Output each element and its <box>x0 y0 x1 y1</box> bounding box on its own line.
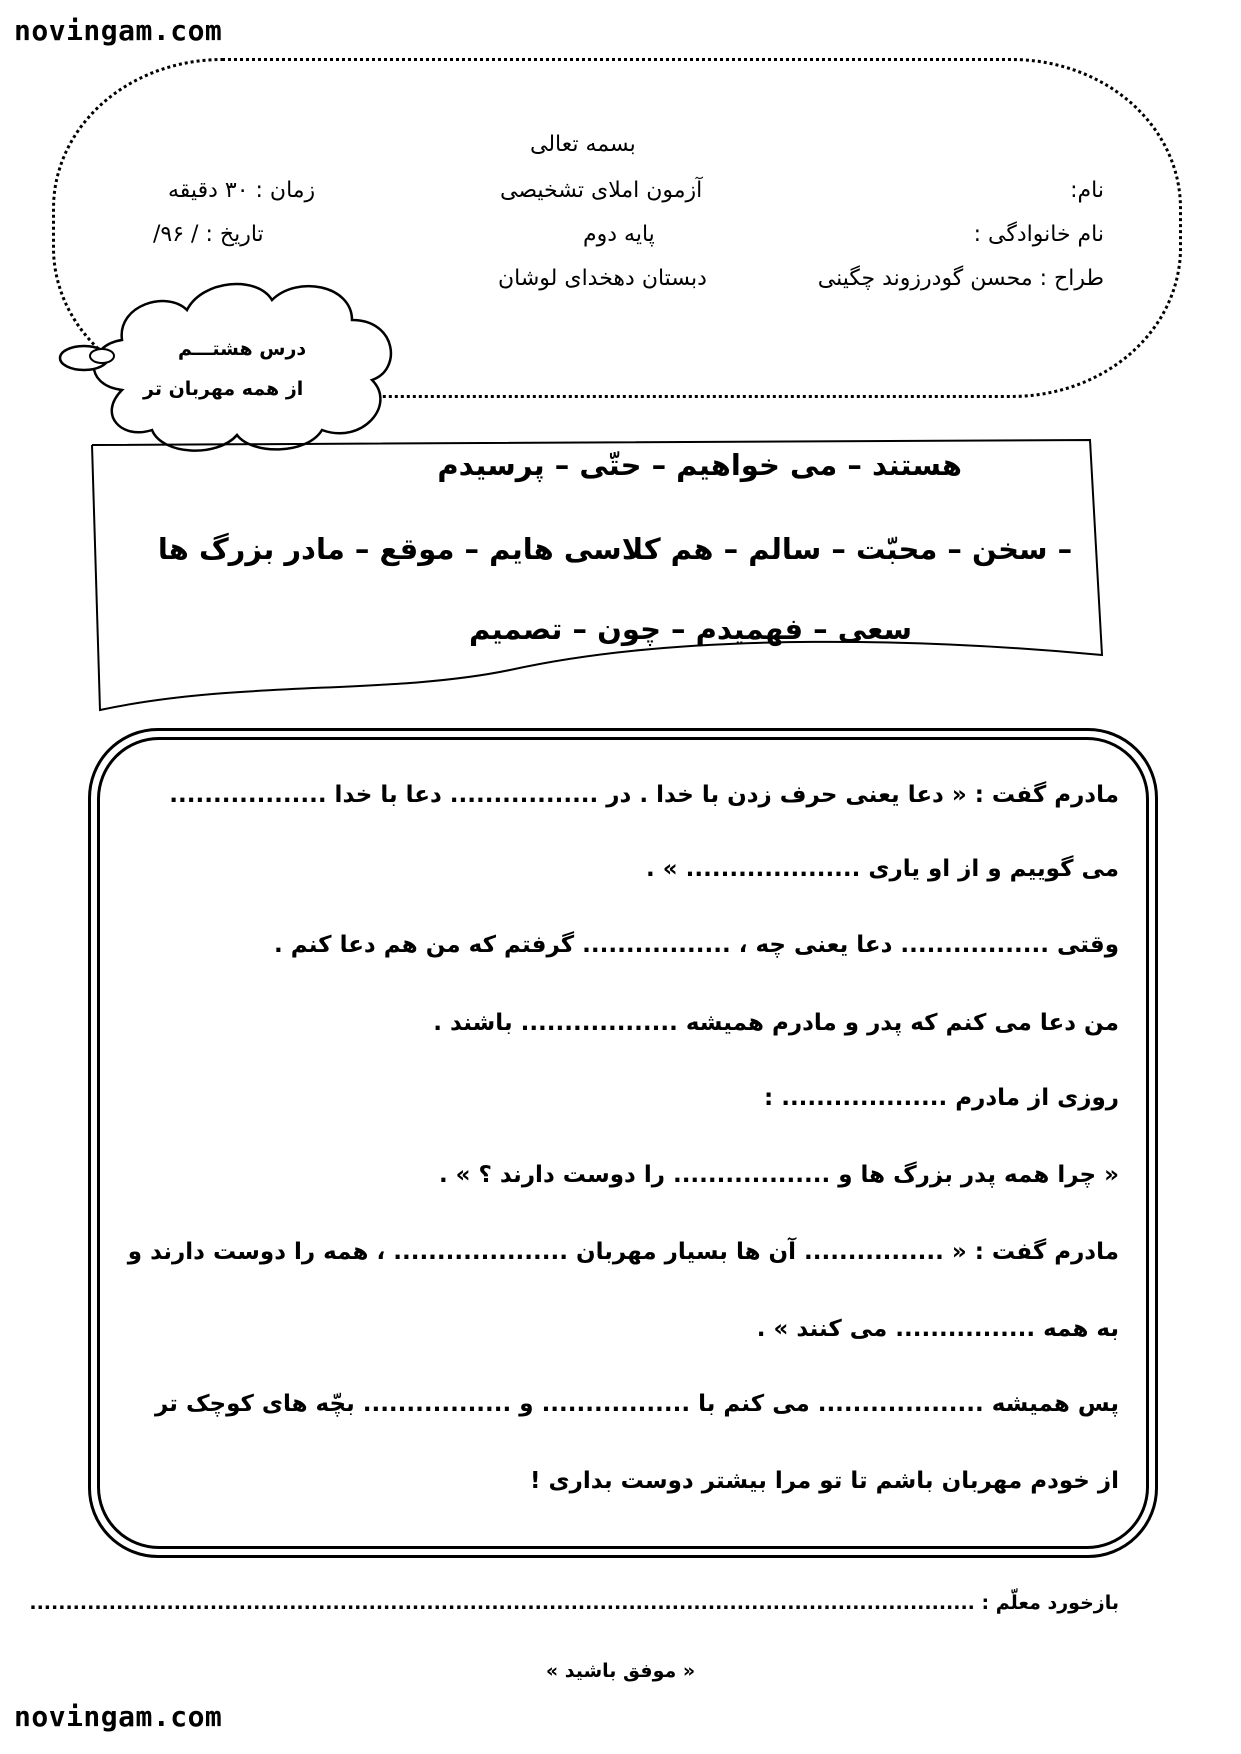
dictation-line: پس همیشه ................... می کنم با ................. و ................. بچّه های کوچک تر <box>155 1391 1119 1417</box>
exam-designer: طراح : محسن گودرزوند چگینی <box>817 266 1104 291</box>
lesson-number: درس هشتـــم <box>178 338 307 360</box>
dictation-line: مادرم گفت : « ................ آن ها بسیار مهربان .................... ، همه را دوست دارند و <box>127 1239 1119 1265</box>
words-line: – سخن – محبّت – سالم – هم کلاسی هایم – موقع – مادر بزرگ ها <box>157 532 1073 566</box>
watermark-bottom: novingam.com <box>14 1700 223 1733</box>
dictation-line: « چرا همه پدر بزرگ ها و .................. را دوست دارند ؟ » . <box>438 1162 1119 1188</box>
watermark-top: novingam.com <box>14 14 223 47</box>
dictation-line: از خودم مهربان باشم تا تو مرا بیشتر دوست بداری ! <box>530 1468 1119 1494</box>
dictation-line: می گوییم و از او یاری .................... » . <box>646 856 1119 882</box>
dictation-line: روزی از مادرم ................... : <box>764 1085 1119 1111</box>
words-line: هستند – می خواهیم – حتّی – پرسیدم <box>437 448 962 482</box>
school-name: دبستان دهخدای لوشان <box>498 266 707 291</box>
exam-date-field: تاریخ : / ۹۶/ <box>153 222 264 247</box>
exam-title: آزمون املای تشخیصی <box>500 178 703 203</box>
farewell-message: « موفق باشید » <box>545 1660 696 1682</box>
lesson-title: از همه مهربان تر <box>143 378 304 400</box>
dictation-line: به همه ................ می کنند » . <box>756 1316 1119 1342</box>
dictation-line: من دعا می کنم که پدر و مادرم همیشه .................. باشند . <box>433 1010 1119 1036</box>
family-name-field: نام خانوادگی : <box>973 222 1104 247</box>
student-name-field: نام: <box>1070 178 1104 203</box>
exam-duration: زمان : ۳۰ دقیقه <box>168 178 316 203</box>
words-line: سعی – فهمیدم – چون – تصمیم <box>468 612 912 646</box>
dictation-line: مادرم گفت : « دعا یعنی حرف زدن با خدا . در ................. دعا با خدا .................. <box>169 782 1119 808</box>
bismillah: بسمه تعالی <box>530 132 636 157</box>
grade-level: پایه دوم <box>583 222 655 247</box>
dictation-line: وقتی ................. دعا یعنی چه ، ................. گرفتم که من هم دعا کنم . <box>274 932 1119 958</box>
teacher-feedback: بازخورد معلّم : ................................................................................................................................... <box>29 1592 1119 1614</box>
